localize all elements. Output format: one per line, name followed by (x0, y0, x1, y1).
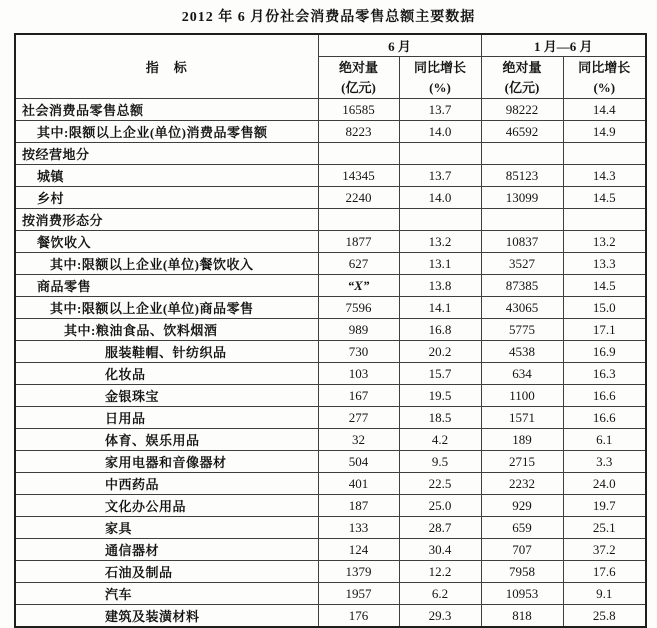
table-row (15, 539, 646, 561)
value-cell: 929 (481, 495, 563, 517)
table-row (15, 209, 646, 231)
value-cell: 20.2 (399, 341, 481, 363)
indicator-cell: 建筑及装潢材料 (15, 605, 318, 628)
value-cell: 28.7 (399, 517, 481, 539)
value-cell: 16.3 (563, 363, 646, 385)
value-cell (318, 209, 399, 231)
value-cell: 189 (481, 429, 563, 451)
value-cell: 1100 (481, 385, 563, 407)
column-header-line: 绝对量 (502, 60, 542, 75)
retail-sales-table (14, 33, 647, 628)
indicator-cell: 家用电器和音像器材 (15, 451, 318, 473)
value-cell: 15.0 (563, 297, 646, 319)
table-body (15, 99, 646, 628)
value-cell: 14.0 (399, 121, 481, 143)
value-cell: 13.1 (399, 253, 481, 275)
table-row (15, 561, 646, 583)
document-title: 2012 年 6 月份社会消费品零售总额主要数据 (181, 10, 476, 25)
indicator-cell: 按经营地分 (15, 143, 318, 165)
table-row (15, 605, 646, 628)
value-cell: 16.8 (399, 319, 481, 341)
value-cell: 25.0 (399, 495, 481, 517)
value-cell: 37.2 (563, 539, 646, 561)
value-cell: 17.6 (563, 561, 646, 583)
value-cell: 634 (481, 363, 563, 385)
value-cell: 187 (318, 495, 399, 517)
table-row (15, 165, 646, 187)
value-cell: 167 (318, 385, 399, 407)
value-cell: 14.4 (563, 99, 646, 121)
value-cell: 627 (318, 253, 399, 275)
table-row (15, 143, 646, 165)
value-cell: 25.1 (563, 517, 646, 539)
column-header-line: 同比增长 (414, 60, 467, 75)
value-cell: 10837 (481, 231, 563, 253)
value-cell: 13.7 (399, 99, 481, 121)
value-cell (563, 143, 646, 165)
table-row (15, 231, 646, 253)
table-row (15, 363, 646, 385)
value-cell: 29.3 (399, 605, 481, 628)
value-cell: 87385 (481, 275, 563, 297)
value-cell: 13.7 (399, 165, 481, 187)
table-row (15, 583, 646, 605)
value-cell: 22.5 (399, 473, 481, 495)
indicator-cell: 石油及制品 (15, 561, 318, 583)
indicator-cell: 家具 (15, 517, 318, 539)
value-cell: 13.2 (399, 231, 481, 253)
value-cell: 707 (481, 539, 563, 561)
value-cell: 4538 (481, 341, 563, 363)
indicator-cell: 体育、娱乐用品 (15, 429, 318, 451)
value-cell: 14.1 (399, 297, 481, 319)
table-row (15, 319, 646, 341)
column-group-june: 6 月 (318, 34, 481, 57)
indicator-cell: 化妆品 (15, 363, 318, 385)
table-row (15, 99, 646, 121)
value-cell: 176 (318, 605, 399, 628)
table-row (15, 297, 646, 319)
indicator-cell: 汽车 (15, 583, 318, 605)
table-row (15, 517, 646, 539)
column-group-jan-june: 1 月—6 月 (481, 34, 646, 57)
column-header-june-growth (399, 57, 481, 99)
indicator-cell: 其中:限额以上企业(单位)商品零售 (15, 297, 318, 319)
value-cell (481, 143, 563, 165)
value-cell (318, 143, 399, 165)
value-cell: 504 (318, 451, 399, 473)
column-header-unit: (%) (593, 79, 616, 95)
value-cell: 14.9 (563, 121, 646, 143)
value-cell: 16585 (318, 99, 399, 121)
value-cell: 5775 (481, 319, 563, 341)
value-cell: 1877 (318, 231, 399, 253)
table-header (15, 34, 646, 99)
column-header-jan-june-absolute (481, 57, 563, 99)
value-cell: 85123 (481, 165, 563, 187)
value-cell: 14345 (318, 165, 399, 187)
column-header-june-absolute (318, 57, 399, 99)
table-row (15, 275, 646, 297)
value-cell: 43065 (481, 297, 563, 319)
value-cell: 133 (318, 517, 399, 539)
value-cell: 9.1 (563, 583, 646, 605)
indicator-cell: 其中:限额以上企业(单位)消费品零售额 (15, 121, 318, 143)
value-cell: 12.2 (399, 561, 481, 583)
indicator-cell: 金银珠宝 (15, 385, 318, 407)
value-cell: 989 (318, 319, 399, 341)
value-cell (399, 143, 481, 165)
value-cell: 14.5 (563, 275, 646, 297)
value-cell: 7958 (481, 561, 563, 583)
indicator-cell: 商品零售 (15, 275, 318, 297)
value-cell: 98222 (481, 99, 563, 121)
table-row (15, 429, 646, 451)
table-row (15, 473, 646, 495)
value-cell: 818 (481, 605, 563, 628)
value-cell: 13.8 (399, 275, 481, 297)
value-cell: 13.3 (563, 253, 646, 275)
indicator-cell: 乡村 (15, 187, 318, 209)
indicator-cell: 通信器材 (15, 539, 318, 561)
value-cell: 10953 (481, 583, 563, 605)
value-cell: 13099 (481, 187, 563, 209)
header-group-row (15, 34, 646, 57)
value-cell: 3527 (481, 253, 563, 275)
value-cell: 124 (318, 539, 399, 561)
indicator-cell: 文化办公用品 (15, 495, 318, 517)
value-cell: 277 (318, 407, 399, 429)
value-cell: 7596 (318, 297, 399, 319)
value-cell: 9.5 (399, 451, 481, 473)
value-cell: 659 (481, 517, 563, 539)
value-cell: 14.0 (399, 187, 481, 209)
value-cell: “X” (318, 275, 399, 297)
value-cell: 16.6 (563, 385, 646, 407)
table-row (15, 495, 646, 517)
value-cell: 401 (318, 473, 399, 495)
value-cell: 2232 (481, 473, 563, 495)
value-cell: 103 (318, 363, 399, 385)
indicator-cell: 餐饮收入 (15, 231, 318, 253)
column-header-line: 同比增长 (578, 60, 631, 75)
indicator-cell: 城镇 (15, 165, 318, 187)
value-cell: 19.5 (399, 385, 481, 407)
value-cell: 24.0 (563, 473, 646, 495)
value-cell: 730 (318, 341, 399, 363)
value-cell (563, 209, 646, 231)
indicator-cell: 日用品 (15, 407, 318, 429)
value-cell: 13.2 (563, 231, 646, 253)
value-cell: 15.7 (399, 363, 481, 385)
value-cell: 18.5 (399, 407, 481, 429)
value-cell: 2240 (318, 187, 399, 209)
value-cell: 1957 (318, 583, 399, 605)
value-cell: 2715 (481, 451, 563, 473)
column-header-jan-june-growth (563, 57, 646, 99)
table-row (15, 451, 646, 473)
indicator-cell: 其中:限额以上企业(单位)餐饮收入 (15, 253, 318, 275)
table-row (15, 341, 646, 363)
value-cell: 6.1 (563, 429, 646, 451)
value-cell: 19.7 (563, 495, 646, 517)
indicator-column-header: 指 标 (15, 34, 318, 99)
indicator-cell: 中西药品 (15, 473, 318, 495)
table-row (15, 407, 646, 429)
value-cell: 17.1 (563, 319, 646, 341)
value-cell: 46592 (481, 121, 563, 143)
value-cell: 1379 (318, 561, 399, 583)
value-cell: 16.6 (563, 407, 646, 429)
indicator-cell: 服装鞋帽、针纺织品 (15, 341, 318, 363)
column-header-line: 绝对量 (338, 60, 378, 75)
indicator-cell: 其中:粮油食品、饮料烟酒 (15, 319, 318, 341)
value-cell: 32 (318, 429, 399, 451)
value-cell: 4.2 (399, 429, 481, 451)
table-row (15, 187, 646, 209)
value-cell: 25.8 (563, 605, 646, 628)
column-header-unit: (%) (429, 79, 451, 95)
value-cell: 30.4 (399, 539, 481, 561)
indicator-cell: 按消费形态分 (15, 209, 318, 231)
value-cell (399, 209, 481, 231)
table-row (15, 253, 646, 275)
table-row (15, 385, 646, 407)
column-header-unit: (亿元) (341, 79, 376, 95)
indicator-cell: 社会消费品零售总额 (15, 99, 318, 121)
value-cell: 3.3 (563, 451, 646, 473)
column-header-unit: (亿元) (504, 79, 540, 95)
value-cell (481, 209, 563, 231)
value-cell: 14.3 (563, 165, 646, 187)
value-cell: 1571 (481, 407, 563, 429)
value-cell: 14.5 (563, 187, 646, 209)
value-cell: 16.9 (563, 341, 646, 363)
table-row (15, 121, 646, 143)
value-cell: 6.2 (399, 583, 481, 605)
value-cell: 8223 (318, 121, 399, 143)
